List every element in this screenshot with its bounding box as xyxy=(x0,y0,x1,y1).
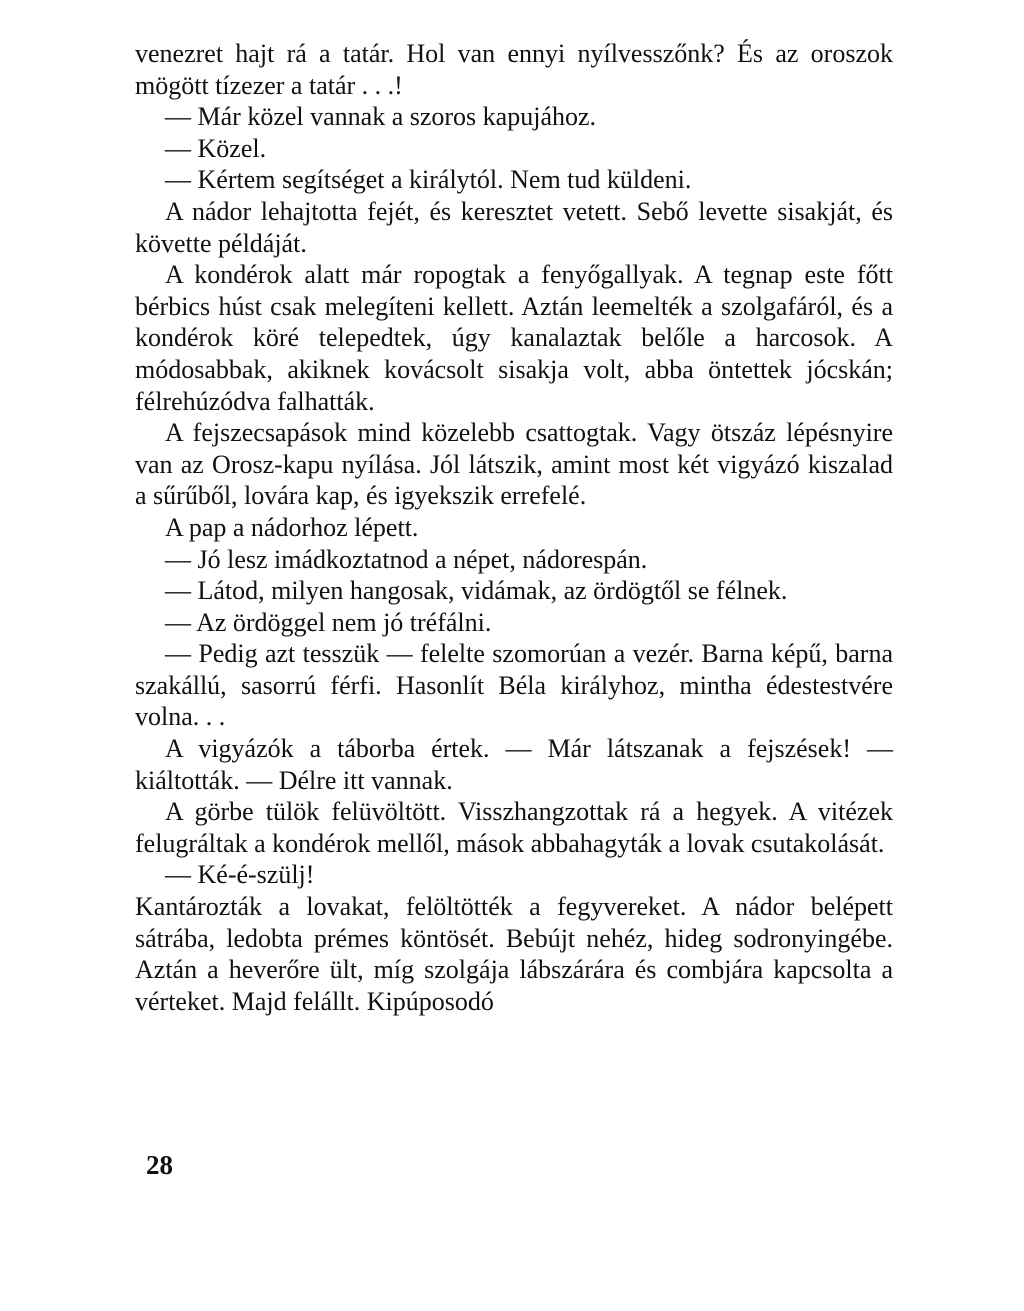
paragraph: — Látod, milyen hangosak, vidámak, az ördögtől se félnek. xyxy=(165,576,788,606)
paragraph: A görbe tülök felüvöltött. Visszhangzottak rá a hegyek. A vitézek felugráltak a kondérok mellől, mások abbahagyták a lovak csutakolását. xyxy=(135,797,893,858)
paragraph: venezret hajt rá a tatár. Hol van ennyi nyílvesszőnk? És az oroszok mögött tízezer a tatár . . .! xyxy=(135,39,893,100)
paragraph: — Közel. xyxy=(165,133,267,163)
paragraph: — Már közel vannak a szoros kapujához. xyxy=(165,102,597,132)
paragraph: — Ké-é-szülj! xyxy=(165,860,315,890)
paragraph: A fejszecsapások mind közelebb csattogtak. Vagy ötszáz lépésnyire van az Orosz-kapu nyílása. Jól látszik, amint most két vigyázó kiszalad a sűrűből, lovára kap, és igyekszik errefelé. xyxy=(135,418,893,511)
paragraph: — Jó lesz imádkoztatnod a népet, nádorespán. xyxy=(165,544,648,574)
paragraph: Kantározták a lovakat, felöltötték a fegyvereket. A nádor belépett sátrába, ledobta prémes köntösét. Bebújt nehéz, hideg sodronyingébe. Aztán a heverőre ült, míg szolgája lábszárára és combjára kapcsolta a vérteket. Majd felállt. Kipúposodó xyxy=(135,892,893,1016)
paragraph: — Az ördöggel nem jó tréfálni. xyxy=(165,607,492,637)
page-body xyxy=(135,38,893,1017)
paragraph: A vigyázók a táborba értek. — Már látszanak a fejszések! — kiáltották. — Délre itt vannak. xyxy=(135,734,893,795)
page-number: 28 xyxy=(146,1150,173,1180)
paragraph: — Kértem segítséget a királytól. Nem tud küldeni. xyxy=(165,165,692,195)
paragraph: A nádor lehajtotta fejét, és keresztet vetett. Sebő levette sisakját, és követte példáját. xyxy=(135,196,893,258)
paragraph: — Pedig azt tesszük — felelte szomorúan a vezér. Barna képű, barna szakállú, sasorrú férfi. Hasonlít Béla királyhoz, mintha édestestvére volna. . . xyxy=(135,639,893,732)
paragraph: A pap a nádorhoz lépett. xyxy=(165,512,419,542)
paragraph: A kondérok alatt már ropogtak a fenyőgallyak. A tegnap este főtt bérbics húst csak melegíteni kellett. Aztán leemelték a szolgafáról, és a kondérok köré telepedtek, úgy kanalaztak belőle a harcosok. A módosabbak, akiknek kovácsolt sisakja volt, abba öntettek jócskán; félrehúzódva falhatták. xyxy=(135,260,893,416)
